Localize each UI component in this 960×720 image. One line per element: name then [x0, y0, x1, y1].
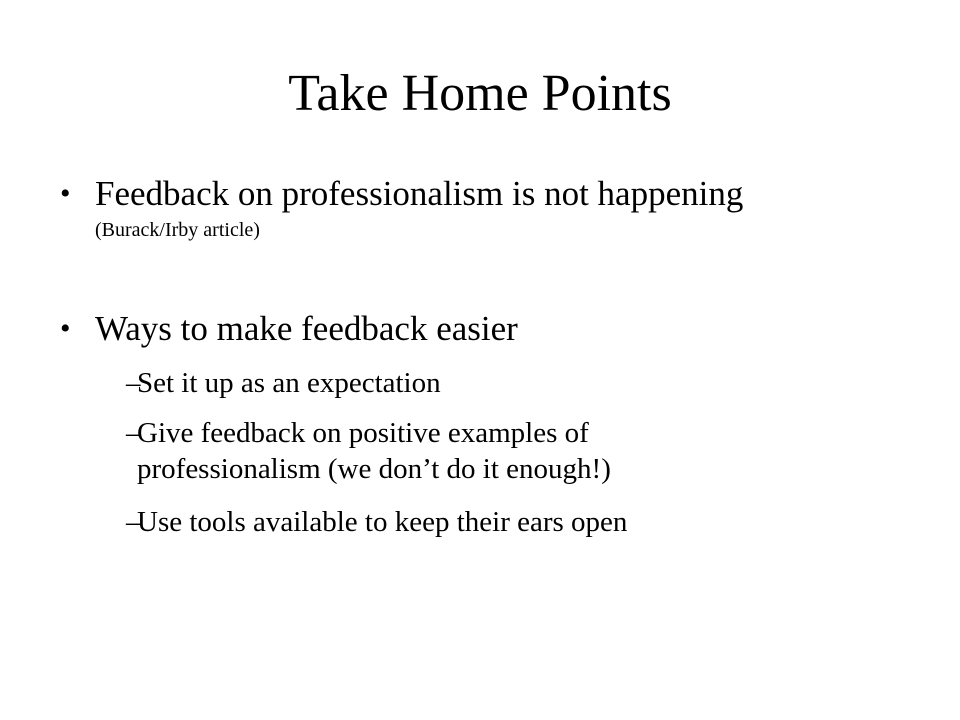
slide-title: Take Home Points [288, 65, 672, 122]
bullet-text: Feedback on professionalism is not happening [95, 174, 744, 213]
sub-item-text: Set it up as an expectation [137, 367, 441, 399]
bullet-citation: (Burack/Irby article) [95, 219, 260, 241]
bullet-icon: • [60, 177, 71, 210]
bullet-text: Ways to make feedback easier [95, 309, 518, 348]
dash-icon: – [126, 417, 141, 449]
sub-item-text-line1: Give feedback on positive examples of [137, 417, 589, 449]
bullet-icon: • [60, 312, 71, 345]
dash-icon: – [126, 367, 141, 399]
sub-item-positive-examples [126, 416, 926, 490]
sub-item-text-line2: professionalism (we don’t do it enough!) [137, 453, 611, 485]
bullet-item-feedback-not-happening [60, 174, 920, 254]
bullet-item-ways-to-make-feedback-easier [60, 309, 920, 349]
sub-item-text: Use tools available to keep their ears open [137, 506, 628, 538]
dash-icon: – [126, 506, 141, 538]
sub-item-use-tools [126, 505, 926, 539]
sub-item-set-expectation [126, 366, 926, 400]
